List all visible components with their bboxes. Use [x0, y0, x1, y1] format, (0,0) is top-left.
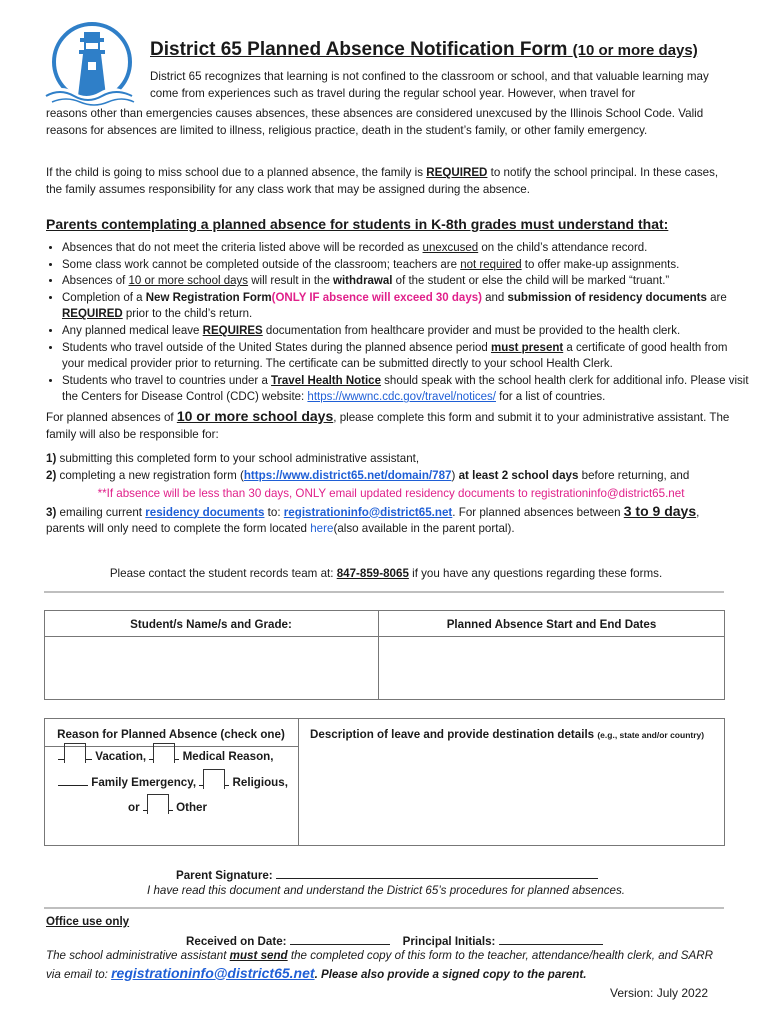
description-field[interactable] — [300, 748, 723, 844]
intro-paragraph: District 65 recognizes that learning is not confined to the classroom or school, and that valuable learning may come from experiences such as travel during the regular school year. However, when travel for — [150, 70, 709, 100]
student-name-field[interactable] — [46, 638, 376, 698]
list-item: • Absences of 10 or more school days will result in the withdrawal of the student or else the child will be marked “truant.” — [62, 273, 752, 290]
contact-line: Please contact the student records team at: 847-859-8065 if you have any questions regarding these forms. — [109, 567, 663, 580]
list-item: • Some class work cannot be completed outside of the classroom; teachers are not required to offer make-up assignments. — [62, 257, 752, 274]
table-divider — [44, 636, 725, 637]
cdc-travel-link[interactable]: https://wwwnc.cdc.gov/travel/notices/ — [307, 391, 496, 404]
received-date-field[interactable] — [290, 932, 390, 945]
principal-initials-field[interactable] — [499, 932, 603, 945]
description-header: Description of leave and provide destination details (e.g., state and/or country) — [310, 728, 705, 741]
notification-requirement-paragraph: If the child is going to miss school due to a planned absence, the family is REQUIRED to notify the school principal. In these cases, the family assumes responsibility for any class work that may be assigned during the absence. — [46, 166, 719, 196]
reason-row-1: Vacation, Medical Reason, — [58, 743, 273, 766]
signature-field[interactable] — [276, 866, 598, 879]
registration-form-link[interactable]: https://www.district65.net/domain/787 — [243, 468, 452, 482]
office-note: The school administrative assistant must send the completed copy of this form to the teacher, attendance/health clerk, and SARR via email to: registrationinfo@district65.net. Please also provide a signed copy to the parent. — [46, 949, 713, 981]
intro-paragraph-continued: reasons other than emergencies causes absences, these absences are considered unexcused by the Illinois School Code. Valid reasons for absences are limited to illness, religious practice, death in the student’s family, or other family emergency. — [46, 107, 704, 137]
responsibility-steps: 1) submitting this completed form to your school administrative assistant, 2) completing a new registration form (https://www.district65.net/domain/787) at least 2 school days before returning, and **If absence will be less than 30 days, ONLY email updated residency documents to registrationinfo@district65.net 3) emailing current residency documents to: registrationinfo@district65.net. For planned absences between 3 to 9 days, parents will only need to complete the form located here(also available in the parent portal). — [46, 451, 736, 538]
version-label: Version: July 2022 — [610, 986, 709, 1000]
reason-row-2: Family Emergency, Religious, — [58, 769, 288, 792]
list-item: • Any planned medical leave REQUIRES documentation from healthcare provider and must be provided to the health clerk. — [62, 323, 752, 340]
page-title: District 65 Planned Absence Notification Form (10 or more days) — [150, 39, 698, 60]
residency-documents-link[interactable]: residency documents — [145, 505, 265, 519]
residency-note: **If absence will be less than 30 days, ONLY email updated residency documents to registrationinfo@district65.net — [97, 487, 685, 500]
short-form-link[interactable]: here — [310, 522, 334, 535]
lighthouse-logo-icon — [44, 22, 140, 106]
registration-email-link[interactable]: registrationinfo@district65.net — [283, 505, 453, 519]
reason-row-3: or Other — [128, 794, 207, 817]
office-fields-row: Received on Date: Principal Initials: — [186, 932, 603, 951]
office-use-heading: Office use only — [46, 915, 130, 928]
list-item: • Completion of a New Registration Form(ONLY IF absence will exceed 30 days) and submission of residency documents are REQUIRED prior to the child’s return. — [62, 290, 752, 323]
religious-checkbox[interactable] — [203, 769, 225, 789]
absence-dates-field[interactable] — [380, 638, 723, 698]
section-heading: Parents contemplating a planned absence for students in K-8th grades must understand that: — [46, 216, 669, 232]
requirements-list — [46, 240, 752, 406]
medical-checkbox[interactable] — [153, 743, 175, 763]
signature-statement: I have read this document and understand the District 65’s procedures for planned absences. — [147, 884, 625, 897]
list-item: • Students who travel outside of the United States during the planned absence period must present a certificate of good health from your medical provider prior to returning. The certificate can be submitted directly to your school Health Clerk. — [62, 340, 752, 373]
absence-dates-header: Planned Absence Start and End Dates — [446, 618, 657, 631]
table-divider — [298, 718, 299, 846]
office-email-link[interactable]: registrationinfo@district65.net — [111, 964, 315, 981]
responsibilities-intro: For planned absences of 10 or more school days, please complete this form and submit it to your administrative assistant. The family will also be responsible for: — [46, 408, 730, 441]
divider — [44, 591, 724, 593]
list-item: • Absences that do not meet the criteria listed above will be recorded as unexcused on the child’s attendance record. — [62, 240, 752, 257]
other-checkbox[interactable] — [147, 794, 169, 814]
vacation-checkbox[interactable] — [64, 743, 86, 763]
student-name-header: Student/s Name/s and Grade: — [130, 618, 292, 631]
reason-header: Reason for Planned Absence (check one) — [57, 728, 285, 741]
divider — [44, 907, 724, 909]
signature-row: Parent Signature: — [176, 866, 598, 885]
list-item: • Students who travel to countries under a Travel Health Notice should speak with the school health clerk for additional info. Please visit the Centers for Disease Control (CDC) website: https://wwwnc.cdc.gov/travel/notices/ for a list of countries. — [62, 373, 752, 406]
